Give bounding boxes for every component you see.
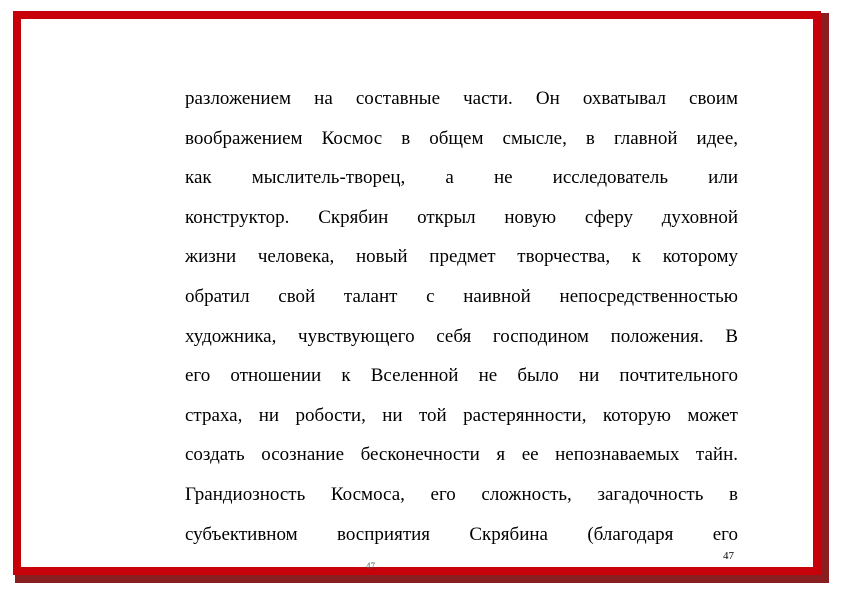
- text-line-8: его отношении к Вселенной не было ни почтительного: [185, 365, 738, 387]
- page-number-small: 47: [366, 561, 375, 571]
- text-line-4: конструктор. Скрябин открыл новую сферу духовной: [185, 206, 738, 228]
- text-line-10: создать осознание бесконечности я ее непознаваемых тайн.: [185, 444, 738, 466]
- text-line-9: страха, ни робости, ни той растерянности, которую может: [185, 404, 738, 426]
- document-text: [185, 84, 738, 559]
- page-number: 47: [723, 550, 734, 562]
- frame-shadow-right: [821, 13, 829, 583]
- text-line-12: субъективном восприятия Скрябина (благодаря его: [185, 523, 738, 545]
- text-line-11: Грандиозность Космоса, его сложность, загадочность в: [185, 483, 738, 505]
- text-line-2: воображением Космос в общем смысле, в главной идее,: [185, 127, 738, 149]
- text-line-3: как мыслитель-творец, а не исследователь или: [185, 167, 738, 189]
- frame-shadow-bottom: [15, 575, 829, 583]
- text-line-1: разложением на составные части. Он охватывал своим: [185, 88, 738, 109]
- text-line-5: жизни человека, новый предмет творчества, к которому: [185, 246, 738, 268]
- text-line-7: художника, чувствующего себя господином положения. В: [185, 325, 738, 347]
- text-line-6: обратил свой талант с наивной непосредственностью: [185, 285, 738, 307]
